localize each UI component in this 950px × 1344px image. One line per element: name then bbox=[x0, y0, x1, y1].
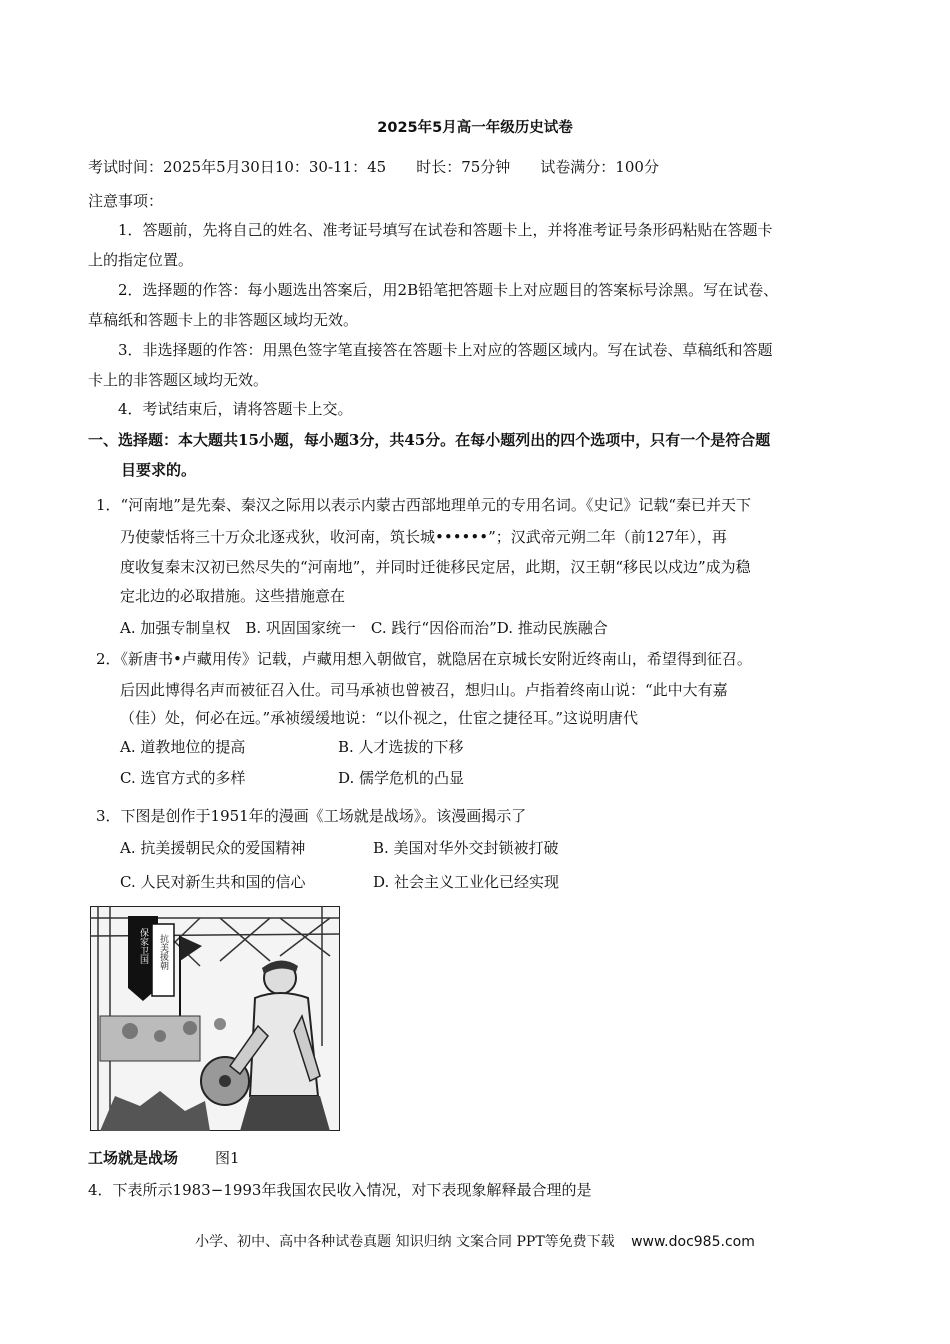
q1-line-4: 定北边的必取措施。这些措施意在 bbox=[120, 587, 346, 605]
cartoon-illustration bbox=[90, 906, 340, 1131]
q2-line-2: 后因此博得名声而被征召入仕。司马承祯也曾被召，想归山。卢指着终南山说：“此中大有嘉 bbox=[120, 681, 728, 699]
q3-option-b: B. 美国对华外交封锁被打破 bbox=[373, 839, 559, 857]
banner-text-right: 保家卫国 bbox=[138, 928, 148, 964]
exam-info: 考试时间：2025年5月30日10：30-11：45 时长：75分钟 试卷满分：100分 bbox=[88, 158, 659, 176]
notice-item-3-line-2: 卡上的非答题区域均无效。 bbox=[88, 371, 269, 389]
section-heading-line-1: 一、选择题：本大题共15小题，每小题3分，共45分。在每小题列出的四个选项中，只有一个是符合题 bbox=[88, 431, 771, 449]
q3-option-d: D. 社会主义工业化已经实现 bbox=[373, 873, 560, 891]
q3-stem: 3．下图是创作于1951年的漫画《工场就是战场》。该漫画揭示了 bbox=[96, 807, 527, 825]
notice-item-4: 4．考试结束后，请将答题卡上交。 bbox=[118, 400, 353, 418]
q2-line-3: （佳）处，何必在远。”承祯缓缓地说：“以仆视之，仕宦之捷径耳。”这说明唐代 bbox=[120, 709, 639, 727]
q1-options: A. 加强专制皇权 B. 巩固国家统一 C. 践行“因俗而治”D. 推动民族融合 bbox=[120, 619, 608, 637]
notice-item-1-line-2: 上的指定位置。 bbox=[88, 251, 194, 269]
page-footer bbox=[0, 1231, 950, 1251]
q2-option-b: B. 人才选拔的下移 bbox=[338, 738, 464, 756]
footer-url[interactable]: www.doc985.com bbox=[631, 1234, 755, 1250]
page-title: 2025年5月高一年级历史试卷 bbox=[377, 120, 573, 136]
figure-caption-number: 图1 bbox=[215, 1149, 240, 1167]
q4-stem: 4．下表所示1983−1993年我国农民收入情况，对下表现象解释最合理的是 bbox=[88, 1181, 592, 1199]
section-heading-line-2: 目要求的。 bbox=[121, 461, 197, 479]
footer-text: 小学、初中、高中各种试卷真题 知识归纳 文案合同 PPT等免费下载 bbox=[195, 1234, 615, 1250]
q1-line-3: 度收复秦末汉初已然尽失的“河南地”，并同时迁徙移民定居，此期，汉王朝“移民以戍边”成为稳 bbox=[120, 558, 751, 576]
q2-option-c: C. 选官方式的多样 bbox=[120, 769, 246, 787]
q1-line-2: 乃使蒙恬将三十万众北逐戎狄，收河南，筑长城••••••”；汉武帝元朔二年（前127年），再 bbox=[120, 528, 727, 546]
q3-option-c: C. 人民对新生共和国的信心 bbox=[120, 873, 306, 891]
notice-heading: 注意事项： bbox=[88, 192, 164, 210]
banner-text-left: 抗美援朝 bbox=[158, 934, 168, 970]
notice-item-2-line-2: 草稿纸和答题卡上的非答题区域均无效。 bbox=[88, 311, 359, 329]
q1-line-1: 1．“河南地”是先秦、秦汉之际用以表示内蒙古西部地理单元的专用名词。《史记》记载“秦已并天下 bbox=[96, 496, 752, 514]
q2-option-a: A. 道教地位的提高 bbox=[120, 738, 246, 756]
notice-item-2-line-1: 2．选择题的作答：每小题选出答案后，用2B铅笔把答题卡上对应题目的答案标号涂黑。写在试卷、 bbox=[118, 281, 779, 299]
q2-line-1: 2．《新唐书•卢藏用传》记载，卢藏用想入朝做官，就隐居在京城长安附近终南山，希望得到征召。 bbox=[96, 650, 752, 668]
q2-option-d: D. 儒学危机的凸显 bbox=[338, 769, 465, 787]
figure-caption-title: 工场就是战场 bbox=[88, 1149, 179, 1167]
cartoon-figure bbox=[90, 906, 340, 1131]
notice-item-3-line-1: 3．非选择题的作答：用黑色签字笔直接答在答题卡上对应的答题区域内。写在试卷、草稿纸和答题 bbox=[118, 341, 773, 359]
notice-item-1-line-1: 1．答题前，先将自己的姓名、准考证号填写在试卷和答题卡上，并将准考证号条形码粘贴在答题卡 bbox=[118, 221, 773, 239]
q3-option-a: A. 抗美援朝民众的爱国精神 bbox=[120, 839, 306, 857]
